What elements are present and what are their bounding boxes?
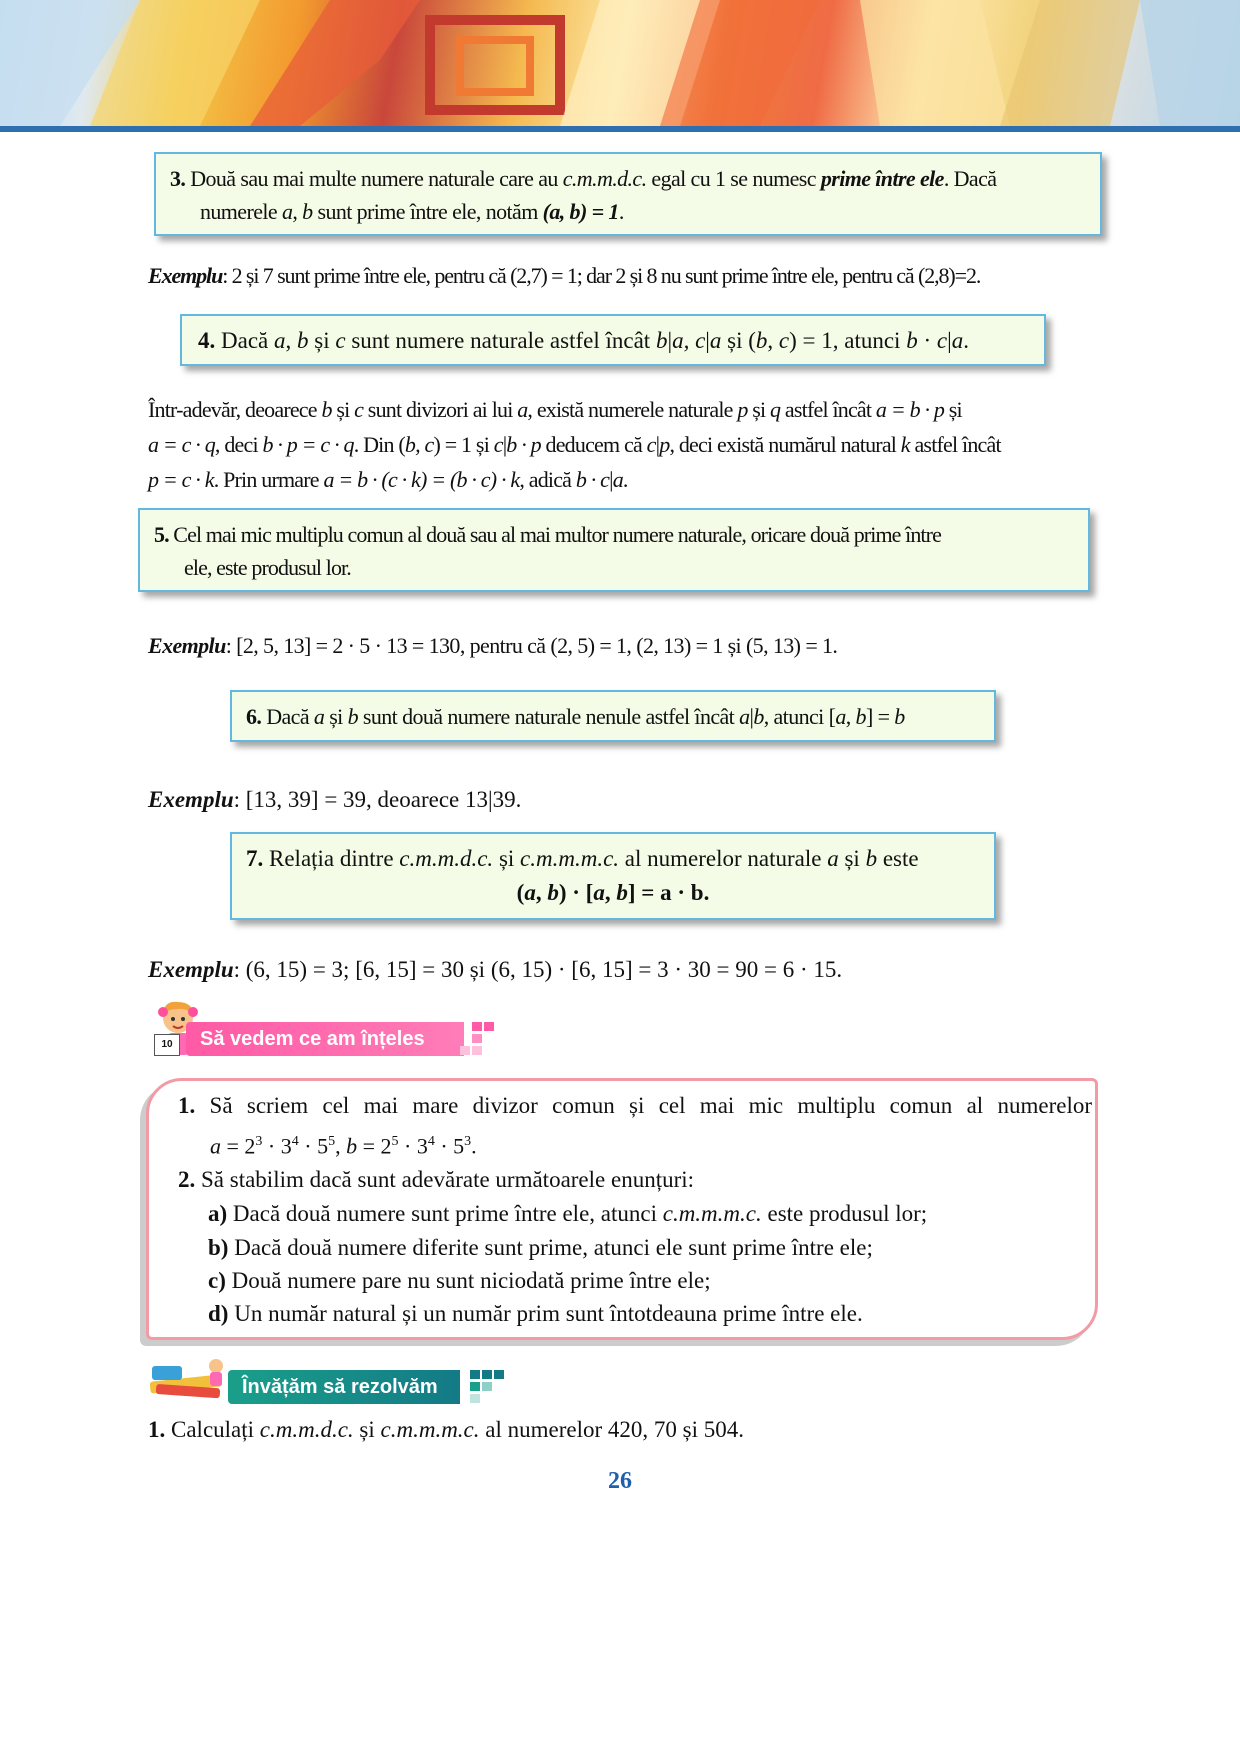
text: | — [667, 328, 673, 353]
text: a — [210, 1133, 221, 1159]
banner-bottom-stripe — [0, 126, 1240, 132]
number-card-badge — [154, 1034, 180, 1056]
text: a = b · p — [875, 397, 945, 422]
text: ele, este produsul lor. — [184, 555, 351, 580]
text: ) = 1, atunci — [789, 328, 907, 353]
text: ) · [ — [558, 880, 594, 905]
example-2 — [148, 628, 837, 664]
decor-square — [472, 1046, 482, 1055]
exponent: 5 — [328, 1134, 336, 1149]
section-title-sa-vedem — [186, 1022, 464, 1056]
text: c — [354, 397, 364, 422]
task-number: 1. — [148, 1417, 166, 1442]
item-letter: a) — [208, 1201, 228, 1226]
text: b — [655, 328, 668, 353]
text: Relația dintre — [263, 846, 400, 871]
text: b — [302, 199, 313, 224]
text: c — [778, 328, 790, 353]
text: a — [517, 397, 528, 422]
text: Să stabilim dacă sunt adevărate următoarele enunțuri: — [195, 1167, 695, 1192]
example-label: Exemplu — [148, 957, 234, 982]
text: a = b · (c · k) = (b · c) · k — [323, 467, 520, 492]
example-label: Exemplu — [148, 787, 234, 812]
example-label: Exemplu — [148, 263, 223, 288]
text: Dacă — [215, 328, 274, 353]
property-number: 5. — [154, 522, 169, 547]
section-title-invatam — [228, 1370, 460, 1404]
text: · 3 — [398, 1133, 428, 1159]
text: b — [865, 846, 878, 871]
decor-square — [472, 1022, 482, 1031]
abstract-architecture-image — [0, 0, 1240, 132]
text: p = c · k — [148, 467, 214, 492]
text: . Dacă — [943, 166, 997, 191]
text: Să scriem cel mai mare divizor comun și cel mai mic multiplu comun al numerelor — [195, 1093, 1092, 1118]
decor-square — [494, 1370, 504, 1379]
text: și ( — [721, 328, 756, 353]
text: . — [471, 1133, 477, 1159]
exercise-number: 2. — [178, 1167, 196, 1192]
text: a — [612, 467, 623, 492]
exercise-2-item-b — [208, 1230, 873, 1266]
text: . — [963, 328, 969, 353]
text: și — [353, 1417, 381, 1442]
text: sunt numere naturale astfel încât — [345, 328, 656, 353]
exponent: 4 — [291, 1134, 299, 1149]
task-1 — [148, 1412, 744, 1448]
text: b, c — [404, 432, 434, 457]
text: | — [749, 704, 754, 729]
text: ] = — [865, 704, 895, 729]
text: , deci există numărul natural — [669, 432, 901, 457]
text: . — [618, 199, 624, 224]
text: = 2 — [357, 1133, 392, 1159]
text: este — [877, 846, 919, 871]
text: . Prin urmare — [213, 467, 324, 492]
text: c.m.m.d.c. — [399, 846, 494, 871]
text: b · c — [575, 467, 610, 492]
text: , — [845, 704, 856, 729]
text: c.m.m.m.c. — [662, 1201, 762, 1226]
text: , — [604, 880, 617, 905]
page-number: 26 — [608, 1468, 632, 1494]
exponent: 3 — [255, 1134, 263, 1149]
school-supplies-icon — [146, 1356, 230, 1402]
text: astfel încât — [780, 397, 876, 422]
text: a — [739, 704, 750, 729]
badge-number: 10 — [161, 1039, 173, 1050]
text: c.m.m.m.c. — [520, 846, 620, 871]
exercise-2-item-a — [208, 1196, 927, 1232]
decor-square — [470, 1370, 480, 1379]
text: c.m.m.d.c. — [562, 166, 647, 191]
decor-square — [482, 1370, 492, 1379]
exercise-1-line-1 — [178, 1088, 1092, 1124]
section-title-text: Să vedem ce am înțeles — [200, 1028, 425, 1050]
text: astfel încât — [909, 432, 1001, 457]
text: , — [335, 1133, 347, 1159]
proof-line-3 — [148, 462, 628, 498]
exercise-2-line — [178, 1162, 694, 1198]
exercise-number: 1. — [178, 1093, 196, 1118]
text: b — [894, 704, 905, 729]
text: , există numerele naturale — [527, 397, 738, 422]
decor-square — [470, 1394, 480, 1403]
text: | — [655, 432, 660, 457]
decor-square — [472, 1034, 482, 1043]
text: b — [753, 704, 764, 729]
exponent: 3 — [464, 1134, 472, 1149]
property-5-box — [138, 508, 1090, 592]
text: c.m.m.d.c. — [259, 1417, 354, 1442]
text: ) = 1 și — [433, 432, 494, 457]
text: b — [855, 704, 866, 729]
decor-square — [484, 1022, 494, 1031]
text: b — [297, 328, 309, 353]
text: | — [609, 467, 613, 492]
item-letter: b) — [208, 1235, 229, 1260]
text: c — [936, 328, 948, 353]
example-1 — [148, 258, 980, 294]
text: Un număr natural și un număr prim sunt întotdeauna prime între ele. — [228, 1301, 863, 1326]
section-title-text: Învățăm să rezolvăm — [242, 1376, 438, 1398]
text: b — [906, 328, 918, 353]
text: c.m.m.m.c. — [380, 1417, 480, 1442]
exercise-2-item-c — [208, 1263, 711, 1299]
property-number: 7. — [246, 846, 264, 871]
text: a — [835, 704, 846, 729]
text: c — [493, 432, 503, 457]
property-6-box — [230, 690, 996, 742]
text: Cel mai mic multiplu comun al două sau al mai multor numere naturale, oricare două prime între — [168, 522, 941, 547]
text: sunt prime între ele, notăm — [312, 199, 543, 224]
proof-line-2 — [148, 427, 1001, 463]
text: Dacă două numere diferite sunt prime, atunci ele sunt prime între ele; — [228, 1235, 873, 1260]
text: sunt două numere naturale nenule astfel încât — [358, 704, 740, 729]
text: · 5 — [434, 1133, 465, 1159]
example-4 — [148, 952, 842, 988]
example-text: : [13, 39] = 39, deoarece 13|39. — [233, 787, 522, 812]
text: . Din ( — [353, 432, 405, 457]
text: p — [737, 397, 748, 422]
text: b — [547, 880, 559, 905]
text: , deci — [214, 432, 263, 457]
property-4-box — [180, 314, 1046, 366]
text: a — [709, 328, 722, 353]
text: Două sau mai multe numere naturale care au — [185, 166, 563, 191]
text: și — [944, 397, 962, 422]
text: sunt divizori ai lui — [363, 397, 518, 422]
decor-square — [482, 1382, 492, 1391]
property-3-box — [154, 152, 1102, 236]
property-number: 6. — [246, 704, 262, 729]
text: Într-adevăr, deoarece — [148, 397, 322, 422]
text: numerele — [200, 199, 282, 224]
text: a — [827, 846, 839, 871]
text: | — [502, 432, 507, 457]
text: ( — [516, 880, 525, 905]
definition-term: prime între ele — [820, 166, 944, 191]
property-number: 4. — [198, 328, 216, 353]
text: și — [493, 846, 521, 871]
decor-square — [470, 1382, 480, 1391]
exercise-1-formula — [210, 1124, 477, 1164]
text: a — [281, 199, 293, 224]
text: , atunci [ — [763, 704, 836, 729]
text: Două numere pare nu sunt niciodată prime între ele; — [225, 1268, 711, 1293]
text: al numerelor naturale — [619, 846, 828, 871]
exercise-2-item-d — [208, 1296, 863, 1332]
notation-formula: (a, b) = 1 — [542, 199, 619, 224]
exponent: 4 — [427, 1134, 435, 1149]
text: q — [770, 397, 781, 422]
text: · — [917, 328, 937, 353]
text: al numerelor 420, 70 și 504. — [479, 1417, 744, 1442]
example-text: : [2, 5, 13] = 2 · 5 · 13 = 130, pentru că (2, 5) = 1, (2, 13) = 1 și (5, 13) = 1. — [225, 633, 838, 658]
text: este produsul lor; — [761, 1201, 928, 1226]
relation-formula — [246, 876, 980, 910]
text: c — [646, 432, 656, 457]
text: · 3 — [262, 1133, 292, 1159]
text: b — [616, 880, 628, 905]
header-banner-image — [0, 0, 1240, 132]
text: egal cu 1 se numesc — [646, 166, 821, 191]
text: b — [755, 328, 768, 353]
text: b — [347, 704, 358, 729]
text: b — [321, 397, 332, 422]
text: b · p — [506, 432, 541, 457]
text: . — [622, 467, 628, 492]
text: a, c — [672, 328, 706, 353]
text: p — [659, 432, 670, 457]
text: · 5 — [298, 1133, 329, 1159]
text: b · p = c · q — [262, 432, 354, 457]
text: = 2 — [221, 1133, 256, 1159]
text: și — [838, 846, 866, 871]
text: | — [705, 328, 710, 353]
property-7-box — [230, 832, 996, 920]
text: , — [767, 328, 779, 353]
item-letter: c) — [208, 1268, 226, 1293]
text: și — [747, 397, 771, 422]
exponent: 5 — [391, 1134, 399, 1149]
property-number: 3. — [170, 166, 186, 191]
proof-line-1 — [148, 392, 962, 428]
text: a — [313, 704, 325, 729]
text: și — [331, 397, 355, 422]
text: deducem că — [540, 432, 647, 457]
text: | — [947, 328, 952, 353]
text: a — [274, 328, 286, 353]
text: , — [285, 328, 297, 353]
text: c — [335, 328, 346, 353]
text: Calculați — [165, 1417, 260, 1442]
text: ] = a · b — [627, 880, 704, 905]
item-letter: d) — [208, 1301, 229, 1326]
text: a — [951, 328, 964, 353]
text: b — [346, 1133, 358, 1159]
example-label: Exemplu — [148, 633, 226, 658]
text: , — [535, 880, 548, 905]
text: a — [524, 880, 536, 905]
text: . — [703, 880, 710, 905]
text: k — [900, 432, 910, 457]
text: a = c · q — [148, 432, 215, 457]
text: și — [308, 328, 336, 353]
text: Dacă două numere sunt prime între ele, atunci — [227, 1201, 663, 1226]
example-text: : 2 și 7 sunt prime între ele, pentru că (2,7) = 1; dar 2 și 8 nu sunt prime între ele, pentru că (2,8)=2. — [222, 263, 981, 288]
example-3 — [148, 782, 521, 818]
decor-square — [460, 1046, 470, 1055]
example-text: : (6, 15) = 3; [6, 15] = 30 și (6, 15) · [6, 15] = 3 · 30 = 90 = 6 · 15. — [233, 957, 843, 982]
text: a — [593, 880, 605, 905]
text: , adică — [519, 467, 576, 492]
text: Dacă — [261, 704, 314, 729]
text: și — [324, 704, 348, 729]
text: , — [292, 199, 303, 224]
